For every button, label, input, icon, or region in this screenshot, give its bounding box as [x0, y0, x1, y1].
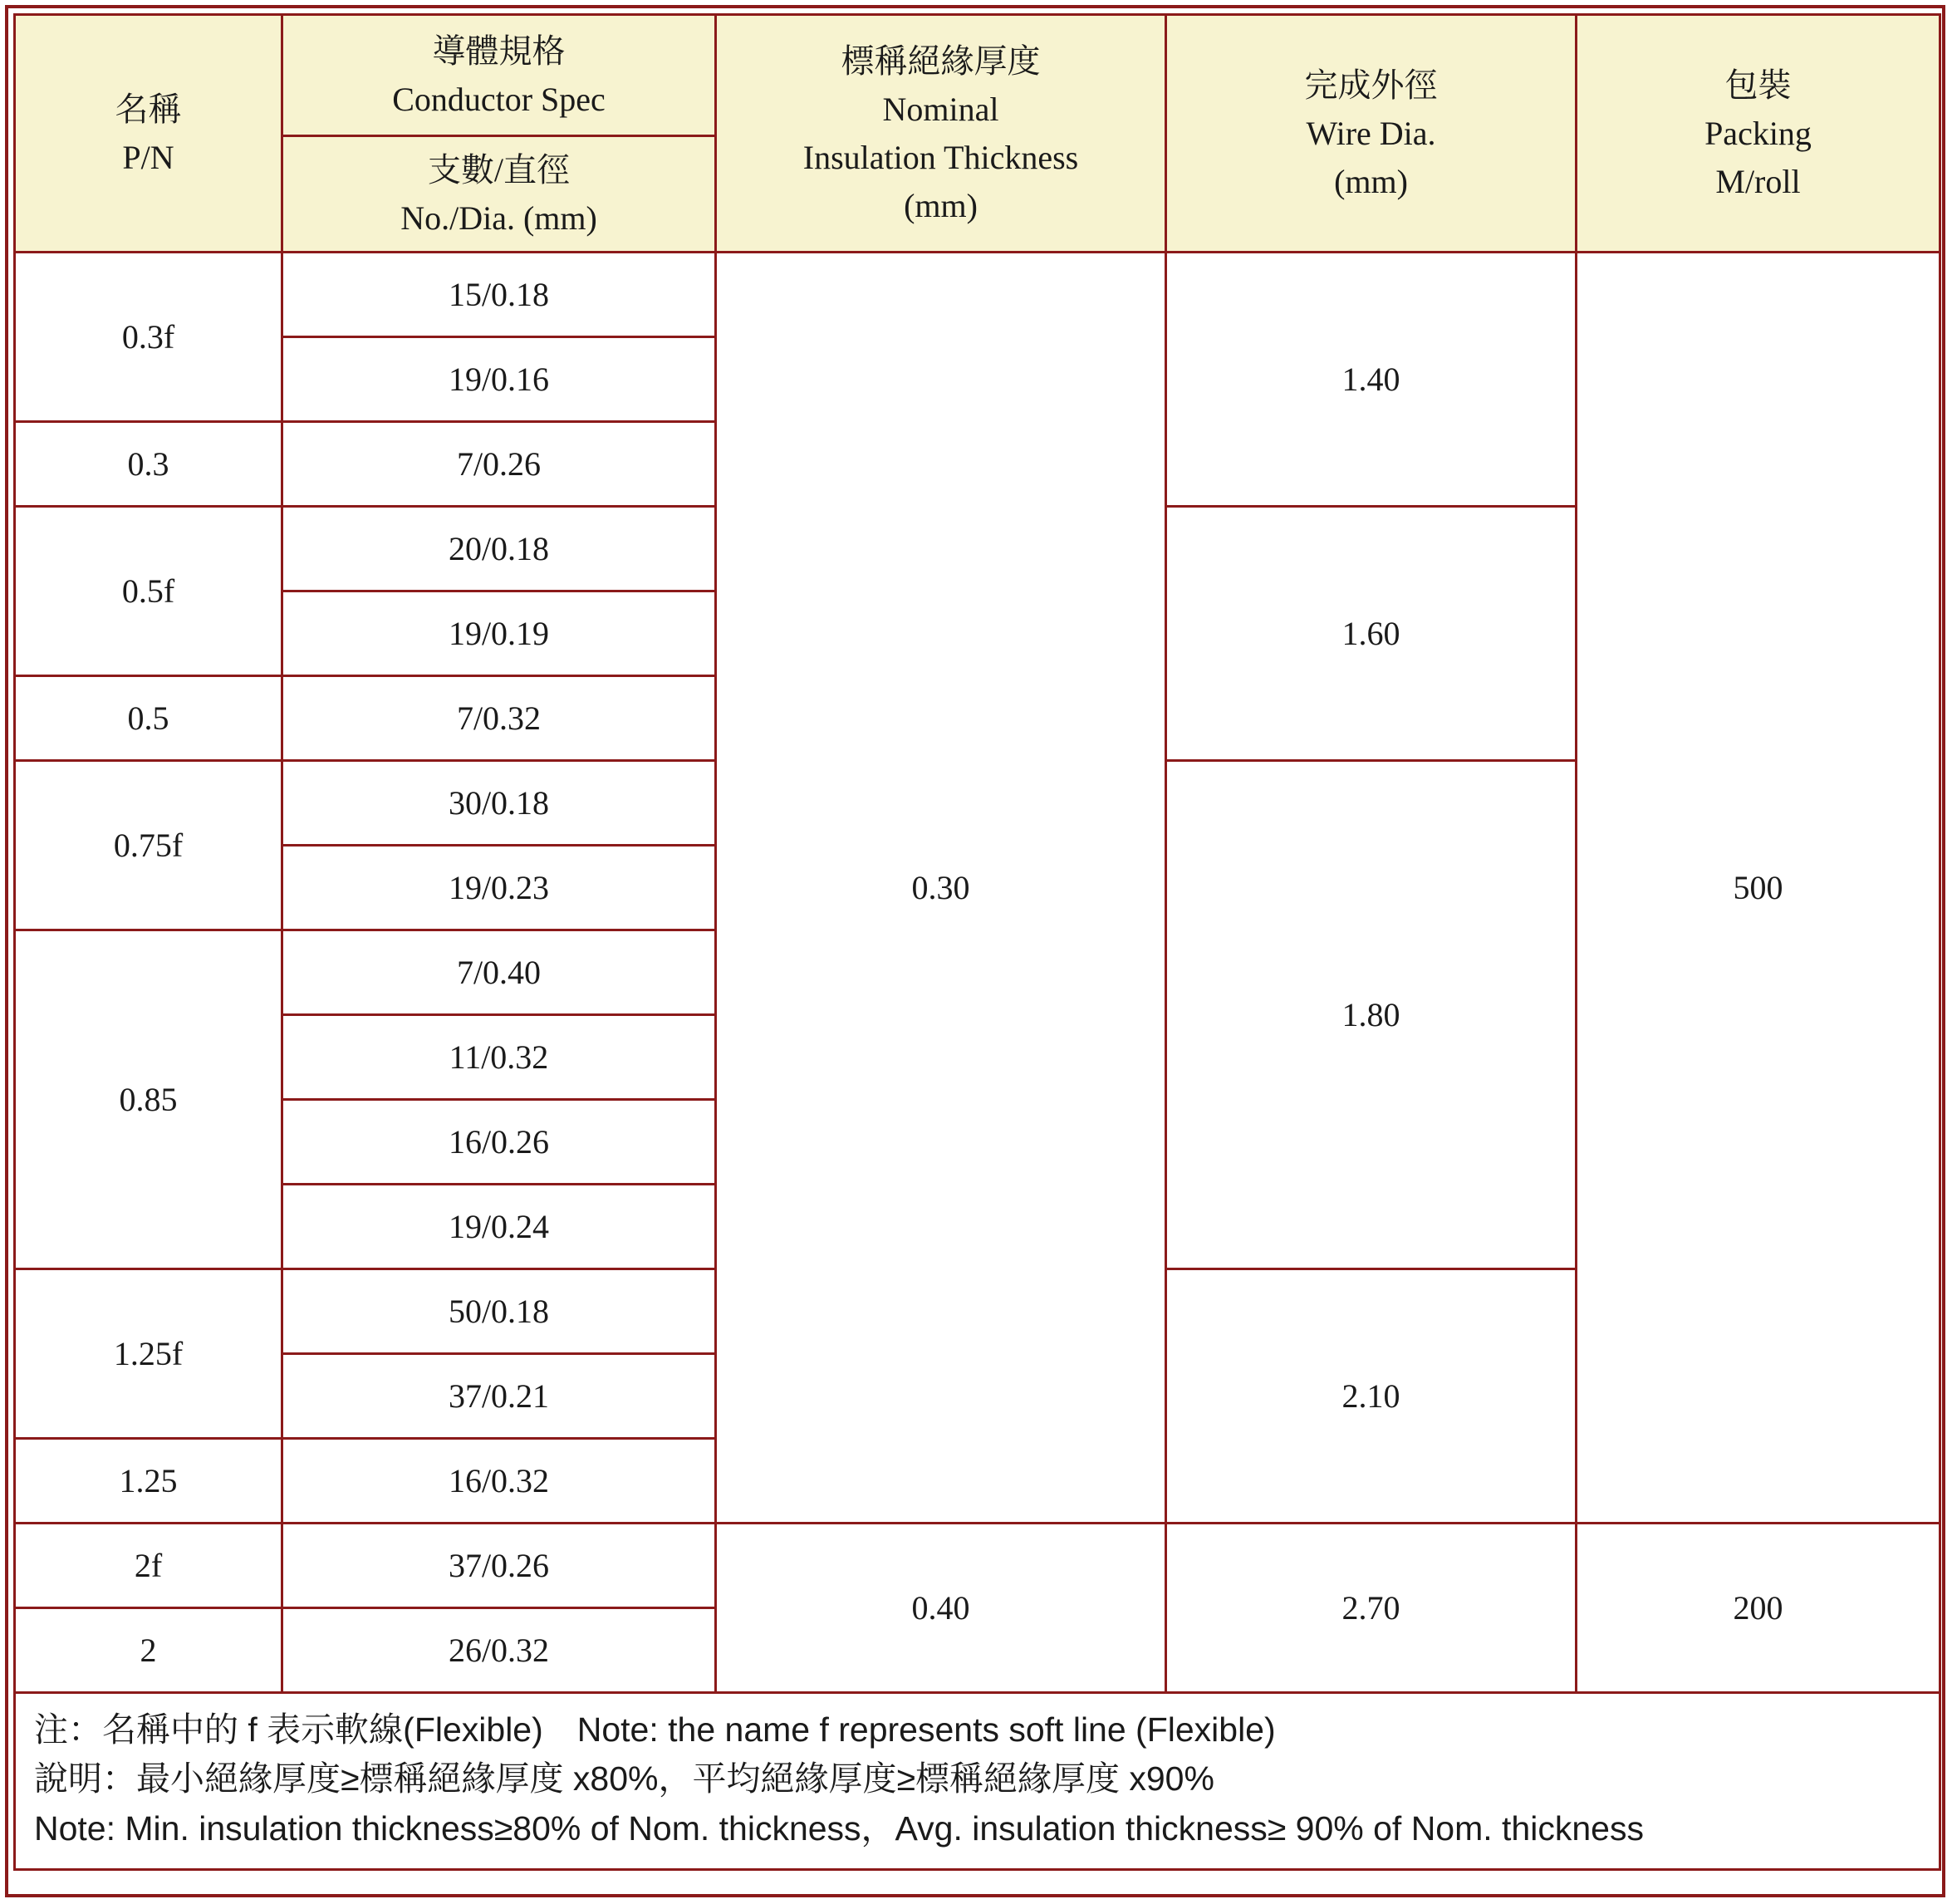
spec-cell: 16/0.26	[282, 1100, 716, 1185]
pn-cell: 0.5	[15, 676, 282, 761]
header-packing	[1577, 15, 1940, 253]
spec-cell: 20/0.18	[282, 507, 716, 591]
table-row	[15, 253, 1940, 337]
spec-cell: 19/0.16	[282, 337, 716, 422]
spec-cell: 19/0.19	[282, 591, 716, 676]
notes-cell	[15, 1693, 1940, 1870]
spec-cell: 19/0.24	[282, 1185, 716, 1269]
wire-dia-cell: 1.40	[1166, 253, 1577, 507]
packing-cell: 500	[1577, 253, 1940, 1524]
header-conductor-spec	[282, 15, 716, 136]
header-packing-en: Packing	[1704, 114, 1812, 152]
header-row-1	[15, 15, 1940, 136]
header-pn-en: P/N	[122, 138, 174, 176]
wire-dia-cell: 2.70	[1166, 1524, 1577, 1693]
pn-cell: 2	[15, 1608, 282, 1693]
spec-cell: 30/0.18	[282, 761, 716, 846]
header-wire-dia-zh: 完成外徑	[1304, 66, 1438, 104]
spec-cell: 16/0.32	[282, 1439, 716, 1524]
header-conductor-spec-zh: 導體規格	[432, 32, 566, 70]
header-packing-unit: M/roll	[1715, 162, 1801, 200]
header-pn	[15, 15, 282, 253]
header-wire-dia	[1166, 15, 1577, 253]
notes-row	[15, 1693, 1940, 1870]
spec-cell: 37/0.21	[282, 1354, 716, 1439]
header-no-dia-en: No./Dia. (mm)	[400, 199, 597, 237]
header-wire-dia-unit: (mm)	[1334, 162, 1408, 200]
table-row	[15, 1524, 1940, 1608]
header-insulation-en2: Insulation Thickness	[802, 138, 1079, 176]
insulation-cell: 0.40	[716, 1524, 1166, 1693]
pn-cell: 0.5f	[15, 507, 282, 676]
pn-cell: 0.75f	[15, 761, 282, 930]
pn-cell: 0.3f	[15, 253, 282, 422]
note-line-3: Note: Min. insulation thickness≥80% of Nom. thickness，Avg. insulation thickness≥ 90% of Nom. thickness	[34, 1808, 1644, 1848]
pn-cell: 2f	[15, 1524, 282, 1608]
header-pn-zh: 名稱	[115, 90, 182, 128]
spec-cell: 37/0.26	[282, 1524, 716, 1608]
note-line-1: 注：名稱中的 f 表示軟線(Flexible) Note: the name f represents soft line (Flexible)	[34, 1710, 1276, 1749]
spec-cell: 50/0.18	[282, 1269, 716, 1354]
wire-dia-cell: 2.10	[1166, 1269, 1577, 1524]
spec-cell: 26/0.32	[282, 1608, 716, 1693]
header-insulation-en1: Nominal	[882, 90, 999, 128]
spec-cell: 11/0.32	[282, 1015, 716, 1100]
spec-cell: 7/0.26	[282, 422, 716, 507]
header-insulation	[716, 15, 1166, 253]
header-insulation-zh: 標稱絕緣厚度	[841, 42, 1041, 80]
pn-cell: 0.3	[15, 422, 282, 507]
note-line-2: 說明：最小絕緣厚度≥標稱絕緣厚度 x80%，平均絕緣厚度≥標稱絕緣厚度 x90%	[34, 1759, 1214, 1798]
header-no-dia-zh: 支數/直徑	[427, 150, 571, 189]
wire-dia-cell: 1.80	[1166, 761, 1577, 1269]
spec-cell: 15/0.18	[282, 253, 716, 337]
packing-cell: 200	[1577, 1524, 1940, 1693]
pn-cell: 1.25f	[15, 1269, 282, 1439]
header-wire-dia-en: Wire Dia.	[1306, 114, 1436, 152]
spec-cell: 7/0.40	[282, 930, 716, 1015]
header-insulation-unit: (mm)	[904, 186, 978, 224]
insulation-cell: 0.30	[716, 253, 1166, 1524]
pn-cell: 0.85	[15, 930, 282, 1269]
pn-cell: 1.25	[15, 1439, 282, 1524]
header-packing-zh: 包裝	[1724, 66, 1792, 104]
wire-dia-cell: 1.60	[1166, 507, 1577, 761]
spec-cell: 19/0.23	[282, 846, 716, 930]
wire-spec-table	[13, 13, 1941, 1871]
spec-cell: 7/0.32	[282, 676, 716, 761]
header-no-dia	[282, 136, 716, 253]
header-conductor-spec-en: Conductor Spec	[392, 80, 606, 118]
